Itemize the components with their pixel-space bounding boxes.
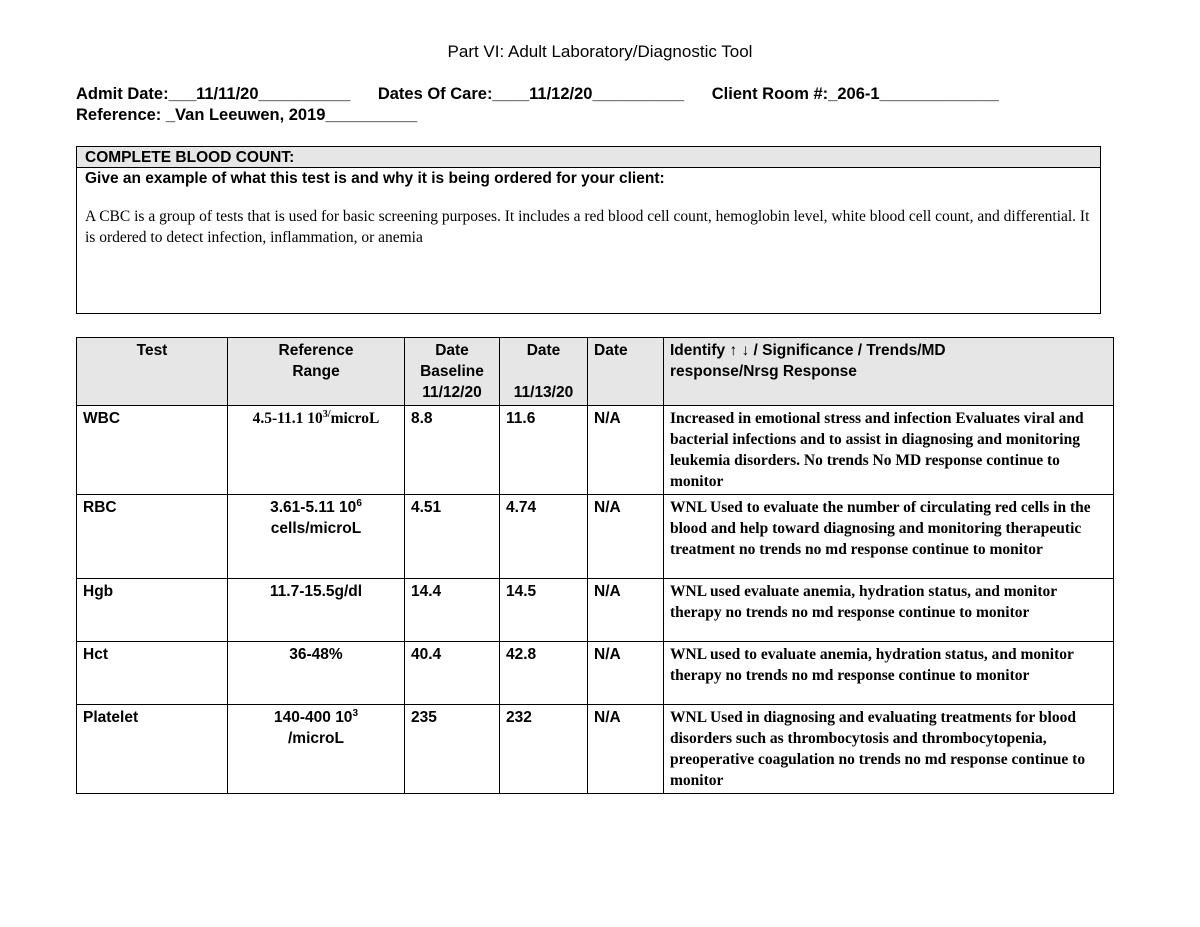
cell-test: Hct bbox=[77, 642, 228, 705]
cell-date2-value[interactable]: 11.6 bbox=[500, 406, 588, 495]
cbc-description-box bbox=[76, 146, 1101, 314]
cell-date2-value[interactable]: 4.74 bbox=[500, 495, 588, 579]
table-row bbox=[77, 406, 1114, 495]
lab-results-table bbox=[76, 337, 1114, 794]
cell-reference-range: 11.7-15.5g/dl bbox=[228, 579, 405, 642]
cell-notes[interactable]: WNL used to evaluate anemia, hydration status, and monitor therapy no trends no md response continue to monitor bbox=[664, 642, 1114, 705]
table-row bbox=[77, 642, 1114, 705]
cell-test: Hgb bbox=[77, 579, 228, 642]
cell-date3-value[interactable]: N/A bbox=[588, 406, 664, 495]
cell-reference-range: 4.5-11.1 $10^{3/}microL$ bbox=[228, 406, 405, 495]
cell-baseline-value[interactable]: 235 bbox=[405, 705, 500, 794]
table-row bbox=[77, 579, 1114, 642]
header-reference-range: Reference Range bbox=[228, 338, 405, 406]
header-date-2: Date 11/13/20 bbox=[500, 338, 588, 406]
cbc-header: COMPLETE BLOOD COUNT: bbox=[77, 147, 1100, 168]
cell-reference-range: 3.61-5.11 $10^6$ cells/microL bbox=[228, 495, 405, 579]
table-row bbox=[77, 495, 1114, 579]
cell-test: Platelet bbox=[77, 705, 228, 794]
table-header-row bbox=[77, 338, 1114, 406]
cell-notes[interactable]: WNL Used in diagnosing and evaluating treatments for blood disorders such as thrombocytosis and thrombocytopenia, preoperative coagulation no trends no md response continue to monitor bbox=[664, 705, 1114, 794]
cell-baseline-value[interactable]: 8.8 bbox=[405, 406, 500, 495]
cell-baseline-value[interactable]: 4.51 bbox=[405, 495, 500, 579]
cell-reference-range: 36-48% bbox=[228, 642, 405, 705]
client-room-field[interactable]: Client Room #:_206-1_____________ bbox=[711, 85, 999, 103]
page-title: Part VI: Adult Laboratory/Diagnostic Tool bbox=[447, 42, 753, 61]
cell-date2-value[interactable]: 232 bbox=[500, 705, 588, 794]
cell-notes[interactable]: WNL used evaluate anemia, hydration status, and monitor therapy no trends no md response continue to monitor bbox=[664, 579, 1114, 642]
cell-date3-value[interactable]: N/A bbox=[588, 579, 664, 642]
cell-notes[interactable]: Increased in emotional stress and infection Evaluates viral and bacterial infections and to assist in diagnosing and monitoring leukemia disorders. No trends No MD response continue to monitor bbox=[664, 406, 1114, 495]
cell-date3-value[interactable]: N/A bbox=[588, 642, 664, 705]
header-date-3: Date bbox=[588, 338, 664, 406]
cell-date2-value[interactable]: 42.8 bbox=[500, 642, 588, 705]
admit-date-field[interactable]: Admit Date:___11/11/20__________ bbox=[76, 85, 351, 103]
cell-test: RBC bbox=[77, 495, 228, 579]
cell-notes[interactable]: WNL Used to evaluate the number of circulating red cells in the blood and help toward diagnosing and monitoring therapeutic treatment no trends no md response continue to monitor bbox=[664, 495, 1114, 579]
reference-field[interactable]: Reference: _Van Leeuwen, 2019__________ bbox=[76, 106, 418, 124]
cbc-question: Give an example of what this test is and why it is being ordered for your client: bbox=[85, 170, 665, 187]
cell-date2-value[interactable]: 14.5 bbox=[500, 579, 588, 642]
cell-date3-value[interactable]: N/A bbox=[588, 705, 664, 794]
meta-row-dates bbox=[76, 85, 999, 104]
cell-baseline-value[interactable]: 40.4 bbox=[405, 642, 500, 705]
meta-row-reference bbox=[76, 106, 417, 125]
table-row bbox=[77, 705, 1114, 794]
cell-baseline-value[interactable]: 14.4 bbox=[405, 579, 500, 642]
cbc-answer-text[interactable]: A CBC is a group of tests that is used for basic screening purposes. It includes a red blood cell count, hemoglobin level, white blood cell count, and differential. It is ordered to detect infection, inflammation, or anemia bbox=[85, 208, 1090, 246]
cell-date3-value[interactable]: N/A bbox=[588, 495, 664, 579]
dates-of-care-field[interactable]: Dates Of Care:____11/12/20__________ bbox=[377, 85, 685, 103]
cell-reference-range: 140-400 $10^3$ /microL bbox=[228, 705, 405, 794]
header-identify: Identify ↑ ↓ / Significance / Trends/MD response/Nrsg Response bbox=[664, 338, 1114, 406]
header-test: Test bbox=[77, 338, 228, 406]
header-date-baseline: Date Baseline 11/12/20 bbox=[405, 338, 500, 406]
cell-test: WBC bbox=[77, 406, 228, 495]
